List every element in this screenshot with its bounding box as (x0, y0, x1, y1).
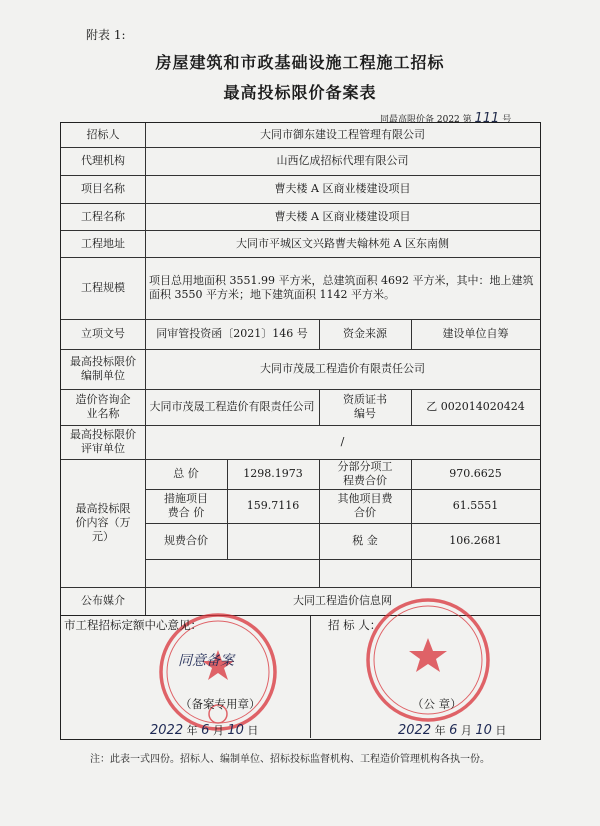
measure-cost-label: 措施项目费合 价 (164, 492, 208, 519)
filing-day-char: 日 (247, 724, 259, 737)
tenderer-label: 招标人 (86, 128, 120, 141)
review-value: / (340, 435, 345, 448)
filing-month-char: 月 (212, 724, 224, 737)
compiler-label: 最高投标限价编制单位 (70, 355, 136, 382)
fund-source-value: 建设单位自筹 (442, 327, 509, 340)
work-address-label: 工程地址 (81, 236, 125, 250)
annex-label: 附表 1: (86, 28, 126, 42)
tenderer-seal-label: （公 章） (412, 697, 462, 711)
total-price-label: 总 价 (173, 467, 199, 480)
fund-source-label: 资金来源 (343, 327, 387, 340)
project-name-value: 曹夫楼 A 区商业楼建设项目 (274, 182, 411, 195)
consult-value: 大同市茂晟工程造价有限责任公司 (149, 400, 315, 413)
tenderer-date-month: 6 (449, 723, 458, 738)
measure-cost-value: 159.7116 (246, 499, 300, 512)
work-name-label: 工程名称 (81, 209, 125, 223)
subitem-cost-label: 分部分项工程费合价 (337, 460, 393, 487)
filing-date-day: 10 (227, 723, 244, 738)
filing-date-month: 6 (201, 723, 210, 738)
cert-value: 乙 002014020424 (426, 400, 525, 413)
form-title-line1: 房屋建筑和市政基础设施工程施工招标 (155, 53, 445, 72)
other-cost-label: 其他项目费合价 (337, 492, 393, 519)
tenderer-value: 大同市御东建设工程管理有限公司 (260, 128, 425, 141)
tenderer-year-char: 年 (434, 724, 446, 737)
subitem-cost-value: 970.6625 (449, 467, 502, 480)
media-value: 大同工程造价信息网 (293, 594, 392, 607)
tenderer-date-year: 2022 (398, 723, 432, 738)
approval-label: 立项文号 (81, 327, 125, 340)
approval-value: 同审管投资函〔2021〕146 号 (156, 327, 308, 340)
tenderer-sign-title: 招 标 人： (328, 618, 382, 632)
approval-handwriting: 同意备案 (178, 653, 234, 669)
media-label: 公布媒介 (81, 594, 125, 607)
project-name-label: 项目名称 (81, 182, 125, 195)
review-label: 最高投标限价评审单位 (70, 428, 136, 455)
fees-label: 规费合价 (164, 534, 208, 547)
other-cost-value: 61.5551 (452, 499, 499, 512)
center-opinion-title: 市工程招标定额中心意见： (64, 618, 202, 632)
cert-label: 资质证书编号 (343, 393, 387, 420)
content-label: 最高投标限价内容（万元） (75, 502, 131, 543)
agency-value: 山西亿成招标代理有限公司 (276, 154, 409, 167)
record-number-prefix: 同最高限价备 2022 第 (380, 115, 472, 125)
record-number-suffix: 号 (502, 115, 512, 125)
tenderer-month-char: 月 (460, 724, 472, 737)
work-name-value: 曹夫楼 A 区商业楼建设项目 (274, 209, 411, 223)
compiler-value: 大同市茂晟工程造价有限责任公司 (260, 362, 425, 375)
footnote: 注：此表一式四份。招标人、编制单位、招标投标监督机构、工程造价管理机构各执一份。 (90, 754, 490, 765)
total-price-value: 1298.1973 (243, 467, 303, 480)
tenderer-day-char: 日 (495, 724, 507, 737)
agency-label: 代理机构 (81, 154, 125, 167)
filing-date-year: 2022 (150, 723, 184, 738)
record-number-handwritten: 111 (474, 111, 500, 126)
tax-value: 106.2681 (449, 534, 502, 547)
consult-label: 造价咨询企业名称 (75, 393, 131, 420)
filing-seal-label: （备案专用章） (180, 697, 261, 711)
scale-label: 工程规模 (81, 281, 125, 294)
tax-label: 税 金 (352, 534, 378, 547)
form-title-line2: 最高投标限价备案表 (223, 83, 377, 102)
tenderer-date (398, 722, 506, 738)
work-address-value: 大同市平城区文兴路曹夫翰林苑 A 区东南侧 (236, 236, 449, 250)
scale-value: 项目总用地面积 3551.99 平方米，总建筑面积 4692 平方米，其中：地上建筑面积 3550 平方米；地下建筑面积 1142 平方米。 (149, 274, 534, 301)
tenderer-date-day: 10 (475, 723, 492, 738)
filing-year-char: 年 (186, 724, 198, 737)
filing-date (150, 722, 258, 738)
